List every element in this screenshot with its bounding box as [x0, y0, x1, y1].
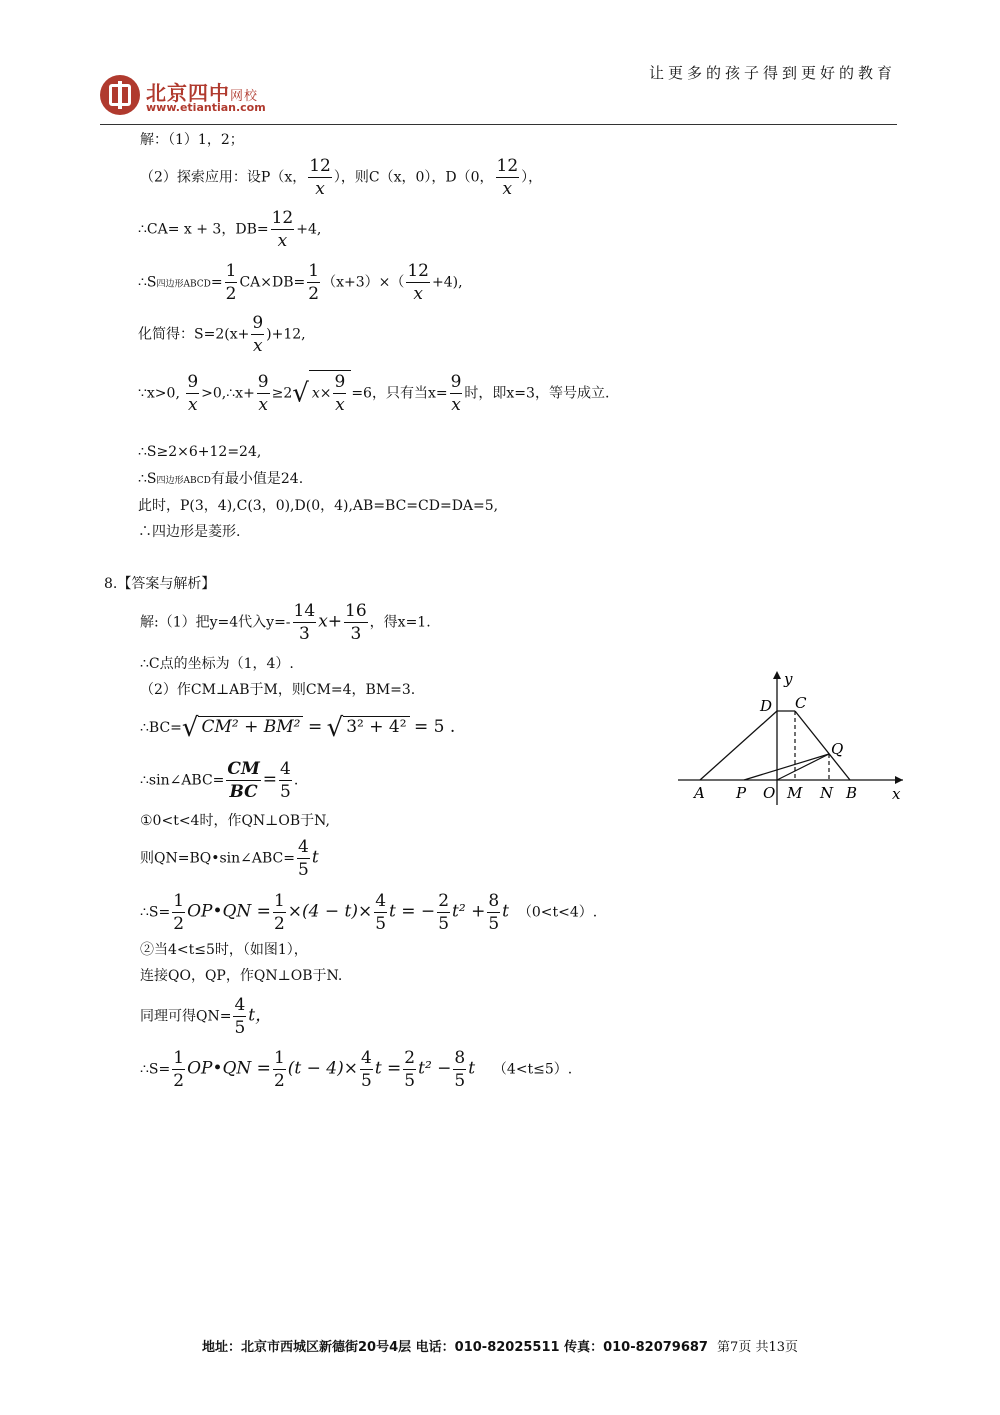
line-11: 解:（1）把y=4代入y=- $\frac{14}{3}$ x+ $\frac{16}{3}$ ，得x=1. [140, 601, 431, 644]
line-15: ∴sin∠ABC= $\frac{CM}{BC}$ = $\frac{4}{5}$ . [140, 759, 299, 802]
slogan: 让更多的孩子得到更好的教育 [648, 64, 896, 82]
label-M: M [787, 784, 803, 802]
label-P: P [736, 784, 747, 802]
line-16: ①0<t<4时，作QN⊥OB于N, [140, 813, 330, 829]
line-14: ∴BC=√ CM² + BM² = √ 3² + 4² = 5 . [140, 713, 456, 743]
footer [0, 1336, 1000, 1355]
label-O: O [763, 784, 776, 802]
line-9: 此时，P(3，4),C(3，0),D(0，4),AB=BC=CD=DA=5, [138, 498, 499, 514]
fraction: $\frac{12}{x}$ [309, 156, 331, 199]
line-18: ∴S= $\frac{1}{2}$ OP•QN = $\frac{1}{2}$ ×(4 − t)× $\frac{4}{5}$ t = − $\frac{2}{5}$ t² + $\frac{8}{5}$ t （0<t<4）. [140, 891, 598, 934]
logo-url: www.etiantian.com [146, 101, 266, 114]
logo [100, 75, 285, 117]
label-N: N [820, 784, 834, 802]
logo-emblem-icon [100, 75, 140, 115]
line-12: ∴C点的坐标为（1，4）. [140, 656, 294, 672]
segment-AD [700, 711, 777, 780]
label-Q: Q [831, 740, 844, 758]
line-2: （2）探索应用：设P（x， $\frac{12}{x}$ ），则C（x，0），D（0， $\frac{12}{x}$ ）， [140, 156, 543, 199]
label-A: A [694, 784, 705, 802]
label-y: y [784, 670, 793, 688]
line-5: 化简得：S=2(x+ $\frac{9}{x}$ )+12, [138, 313, 306, 356]
line-7: ∴S≥2×6+12=24, [138, 444, 262, 460]
x-axis-arrow-icon [895, 776, 903, 784]
line-10: ∴四边形是菱形. [138, 524, 241, 540]
line-21: 同理可得QN= $\frac{4}{5}$ t， [140, 995, 273, 1038]
line-1: 解：（1）1，2； [140, 132, 244, 148]
line-6: ∵x>0, $\frac{9}{x}$ >0,∴x+ $\frac{9}{x}$ ≥2√ x× $\frac{9}{x}$ =6，只有当x= $\frac{9}{x}$ 时，即x=3，等号成立. [138, 372, 610, 415]
line-8: ∴S四边形ABCD有最小值是24. [138, 471, 304, 487]
line-20: 连接QO，QP，作QN⊥OB于N. [140, 968, 343, 984]
question-8-heading: 8.【答案与解析】 [104, 576, 216, 592]
header-divider [100, 124, 897, 125]
line-19: ②当4<t≤5时，（如图1）， [140, 942, 308, 958]
line-22: ∴S= $\frac{1}{2}$ OP•QN = $\frac{1}{2}$ (t − 4)× $\frac{4}{5}$ t = $\frac{2}{5}$ t² − $\frac{8}{5}$ t （4<t≤5）. [140, 1048, 573, 1091]
footer-address: 地址：北京市西城区新德街20号4层 电话：010-82025511 传真：010-82079687 [202, 1340, 708, 1355]
line-13: （2）作CM⊥AB于M，则CM=4，BM=3. [140, 682, 416, 698]
segment-QP [744, 754, 829, 780]
label-x: x [892, 785, 901, 803]
y-axis-arrow-icon [773, 671, 781, 679]
geometry-figure [670, 665, 910, 810]
label-D: D [760, 697, 773, 715]
label-C: C [795, 694, 807, 712]
label-B: B [846, 784, 858, 802]
line-4: ∴S四边形ABCD= $\frac{1}{2}$ CA×DB= $\frac{1}{2}$ （x+3）×（ $\frac{12}{x}$ +4), [138, 261, 463, 304]
line-17: 则QN=BQ•sin∠ABC= $\frac{4}{5}$ t [140, 837, 319, 880]
fraction: $\frac{12}{x}$ [496, 156, 519, 199]
page-number: 第7页 共13页 [717, 1340, 798, 1355]
logo-name: 北京四中网校 [146, 81, 259, 105]
line-3: ∴CA= x + 3，DB= $\frac{12}{x}$ +4, [138, 208, 322, 251]
